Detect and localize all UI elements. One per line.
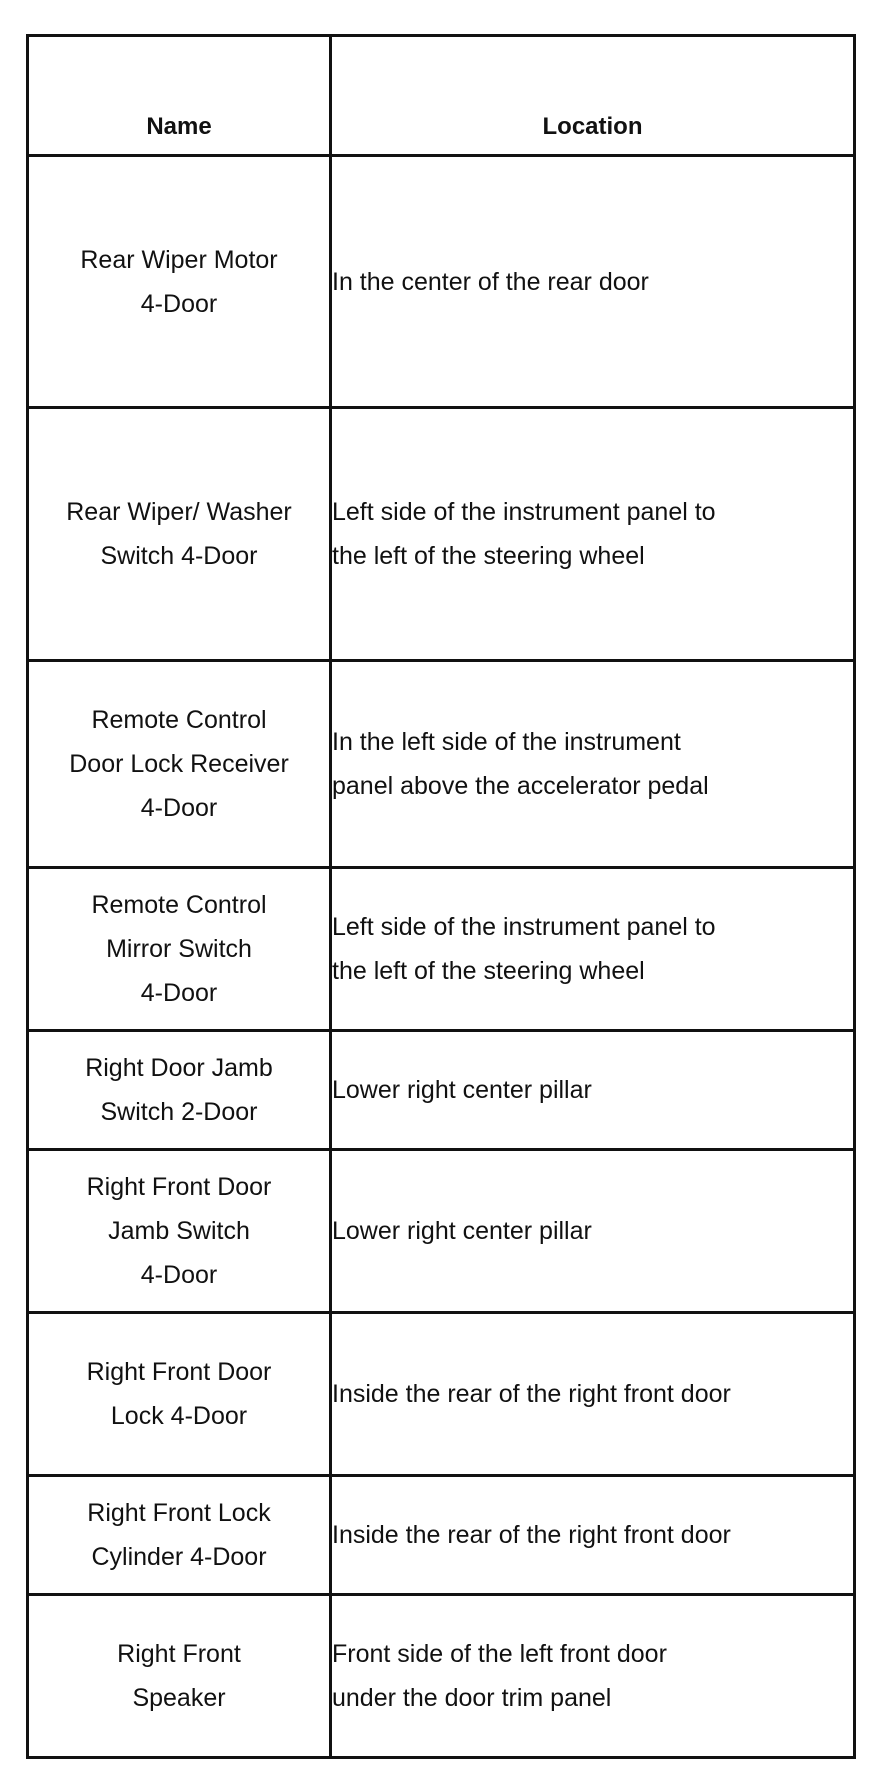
table-row: [28, 868, 855, 1031]
component-name: Rear Wiper Motor 4-Door: [80, 245, 278, 318]
component-location: Lower right center pillar: [332, 1217, 592, 1245]
component-location-cell: [331, 1313, 855, 1476]
component-name: Right Front Speaker: [117, 1640, 241, 1712]
location-column-header: Location: [331, 36, 855, 156]
component-name-cell: [28, 1031, 331, 1150]
component-location: Inside the rear of the right front door: [332, 1380, 731, 1408]
table-row: [28, 408, 855, 661]
component-location: Front side of the left front door under the door trim panel: [332, 1640, 667, 1712]
component-location-cell: [331, 1031, 855, 1150]
component-location: In the center of the rear door: [332, 267, 649, 296]
table-row: [28, 661, 855, 868]
component-name-cell: [28, 1476, 331, 1595]
component-location-cell: [331, 661, 855, 868]
component-name: Right Front Door Jamb Switch 4-Door: [86, 1173, 272, 1289]
component-location-table: [26, 34, 856, 1759]
component-location: Inside the rear of the right front door: [332, 1521, 731, 1549]
component-location-cell: [331, 1595, 855, 1758]
component-name-cell: [28, 1150, 331, 1313]
component-name-cell: [28, 1595, 331, 1758]
component-location-cell: [331, 408, 855, 661]
table-row: [28, 1031, 855, 1150]
component-name-cell: [28, 661, 331, 868]
table-row: [28, 1313, 855, 1476]
name-column-header: Name: [28, 36, 331, 156]
table-row: [28, 1476, 855, 1595]
component-location: Lower right center pillar: [332, 1076, 592, 1104]
component-name: Remote Control Door Lock Receiver 4-Door: [69, 706, 289, 822]
component-location-cell: [331, 156, 855, 408]
component-name: Right Door Jamb Switch 2-Door: [85, 1054, 273, 1126]
table-row: [28, 156, 855, 408]
component-location: Left side of the instrument panel to the left of the steering wheel: [332, 498, 716, 570]
component-name-cell: [28, 408, 331, 661]
component-name: Rear Wiper/ Washer Switch 4-Door: [66, 498, 292, 570]
component-name: Right Front Lock Cylinder 4-Door: [87, 1499, 271, 1571]
component-name-cell: [28, 1313, 331, 1476]
component-location-cell: [331, 868, 855, 1031]
table-row: [28, 1595, 855, 1758]
component-location-cell: [331, 1476, 855, 1595]
component-location: In the left side of the instrument panel above the accelerator pedal: [332, 728, 709, 800]
table-row: [28, 1150, 855, 1313]
header-row: [28, 36, 855, 156]
component-name: Right Front Door Lock 4-Door: [86, 1358, 272, 1430]
component-location: Left side of the instrument panel to the left of the steering wheel: [332, 913, 716, 985]
component-location-cell: [331, 1150, 855, 1313]
component-name-cell: [28, 868, 331, 1031]
component-name-cell: [28, 156, 331, 408]
component-name: Remote Control Mirror Switch 4-Door: [91, 891, 267, 1007]
